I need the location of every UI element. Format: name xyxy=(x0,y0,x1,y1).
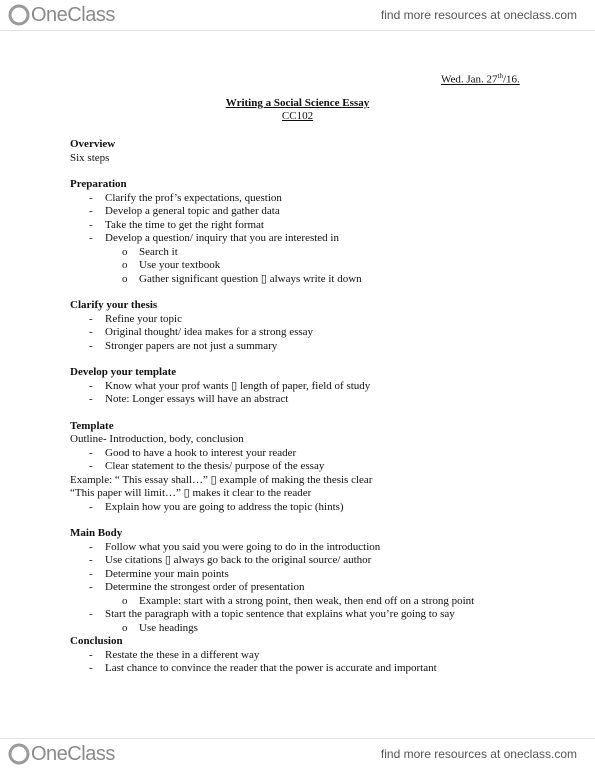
list-item: - Original thought/ idea makes for a strong essay xyxy=(70,326,570,340)
list-item: - Last chance to convince the reader that the power is accurate and important xyxy=(70,662,570,676)
template-outline: Outline- Introduction, body, conclusion xyxy=(70,433,244,445)
list-item: - Develop a question/ inquiry that you are interested in xyxy=(70,232,570,246)
course-code: CC102 xyxy=(281,110,314,122)
sub-list-item: o Search it xyxy=(70,246,570,260)
template-example-1: Example: “ This essay shall…” ▯ example of making the thesis clear xyxy=(70,473,373,486)
list-item: - Start the paragraph with a topic sentence that explains what you’re going to say xyxy=(70,608,570,622)
oneclass-circle-icon xyxy=(8,743,30,765)
sub-list-item: o Gather significant question ▯ always write it down xyxy=(70,273,570,287)
logo-text: OneClass xyxy=(31,742,115,765)
sub-list-item: o Use headings xyxy=(70,622,570,636)
list-item: - Use citations ▯ always go back to the original source/ author xyxy=(70,554,570,568)
list-item: - Explain how you are going to address the topic (hints) xyxy=(70,501,570,515)
list-item: - Refine your topic xyxy=(70,313,570,327)
list-item: - Good to have a hook to interest your reader xyxy=(70,447,570,461)
document-body xyxy=(70,138,570,676)
list-item: - Clear statement to the thesis/ purpose of the essay xyxy=(70,460,570,474)
preparation-heading: Preparation xyxy=(70,178,127,190)
document-date: Wed. Jan. 27th/16. xyxy=(441,72,520,86)
list-item: - Follow what you said you were going to do in the introduction xyxy=(70,541,570,555)
main-body-heading: Main Body xyxy=(70,527,123,539)
oneclass-logo[interactable] xyxy=(8,742,115,766)
list-item: - Take the time to get the right format xyxy=(70,219,570,233)
logo-text: OneClass xyxy=(31,3,115,26)
list-item: - Stronger papers are not just a summary xyxy=(70,340,570,354)
conclusion-heading: Conclusion xyxy=(70,635,123,647)
list-item: - Clarify the prof’s expectations, question xyxy=(70,192,570,206)
list-item: - Note: Longer essays will have an abstract xyxy=(70,393,570,407)
sub-list-item: o Use your textbook xyxy=(70,259,570,273)
list-item: - Know what your prof wants ▯ length of paper, field of study xyxy=(70,380,570,394)
overview-text: Six steps xyxy=(70,151,110,164)
list-item: - Determine the strongest order of presentation xyxy=(70,581,570,595)
sub-list-item: o Example: start with a strong point, then weak, then end off on a strong point xyxy=(70,595,570,609)
template-example-2: “This paper will limit…” ▯ makes it clear to the reader xyxy=(70,487,312,499)
list-item: - Develop a general topic and gather data xyxy=(70,205,570,219)
thesis-heading: Clarify your thesis xyxy=(70,299,158,311)
overview-heading: Overview xyxy=(70,138,116,150)
find-more-resources-link[interactable]: find more resources at oneclass.com xyxy=(380,8,577,22)
footer-bar xyxy=(0,738,595,769)
list-item: - Restate the these in a different way xyxy=(70,649,570,663)
template-heading: Template xyxy=(70,419,114,432)
document-title: Writing a Social Science Essay xyxy=(225,97,370,109)
list-item: - Determine your main points xyxy=(70,568,570,582)
develop-template-heading: Develop your template xyxy=(70,366,177,378)
find-more-resources-link[interactable]: find more resources at oneclass.com xyxy=(380,747,577,761)
